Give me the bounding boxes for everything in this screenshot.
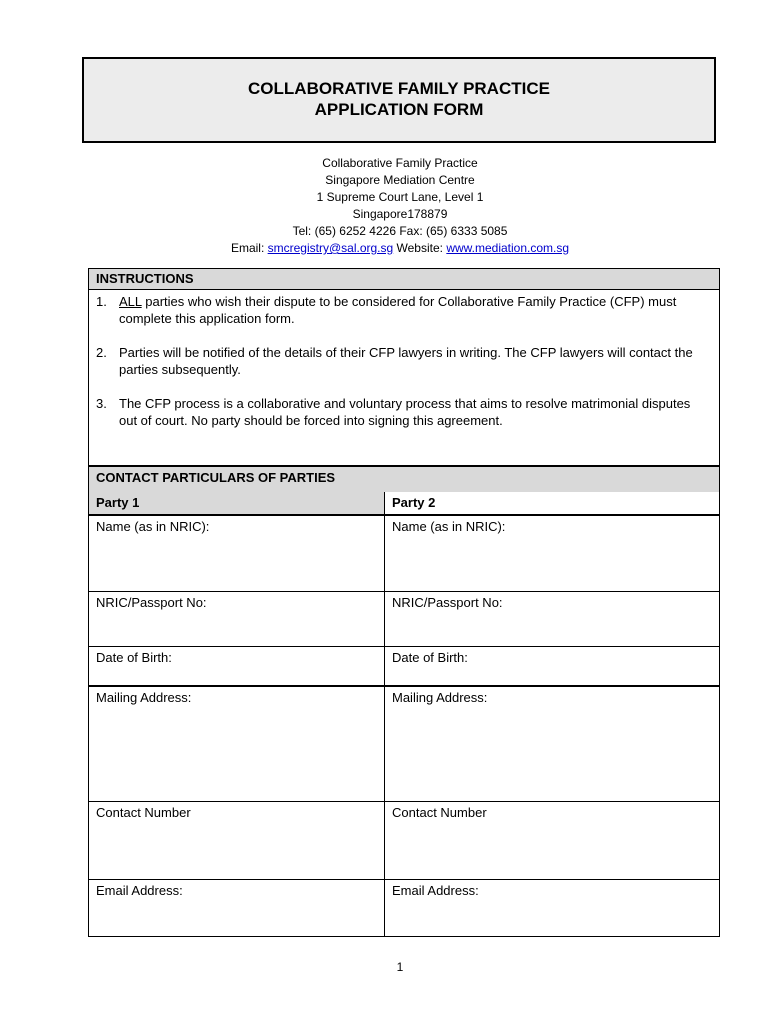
instruction-item	[89, 344, 719, 378]
form-title-line1: COLLABORATIVE FAMILY PRACTICE	[248, 79, 550, 98]
instructions-list	[89, 293, 719, 429]
address-block	[0, 155, 770, 257]
website-link[interactable]: www.mediation.com.sg	[446, 241, 570, 255]
party1-phone-field[interactable]: Contact Number	[96, 805, 191, 820]
party2-header: Party 2	[384, 492, 719, 514]
party-header-row	[89, 492, 719, 514]
address-row	[89, 685, 719, 801]
page-number: 1	[396, 960, 404, 974]
party2-address-field[interactable]: Mailing Address:	[384, 687, 719, 801]
instruction-number: 2.	[96, 345, 107, 360]
party2-email-field[interactable]: Email Address:	[384, 880, 719, 936]
instruction-emphasis: ALL	[119, 294, 142, 309]
dob-row	[89, 646, 719, 685]
phone-fax: Tel: (65) 6252 4226 Fax: (65) 6333 5085	[292, 224, 508, 238]
phone-row	[89, 801, 719, 879]
email-link[interactable]: smcregistry@sal.org.sg	[267, 241, 394, 255]
centre-name: Singapore Mediation Centre	[325, 173, 475, 187]
nric-row	[89, 591, 719, 646]
email-website-line	[0, 240, 770, 257]
name-row	[89, 514, 719, 591]
instruction-number: 1.	[96, 294, 107, 309]
form-title-line2: APPLICATION FORM	[314, 100, 484, 119]
party1-address-field[interactable]: Mailing Address:	[96, 690, 192, 705]
email-row	[89, 879, 719, 936]
instruction-number: 3.	[96, 396, 107, 411]
city-postcode: Singapore178879	[352, 207, 448, 221]
party1-nric-field[interactable]: NRIC/Passport No:	[96, 595, 207, 610]
contact-particulars-section	[88, 466, 720, 937]
party2-name-field[interactable]: Name (as in NRIC):	[384, 516, 719, 591]
instruction-item	[89, 293, 719, 327]
contact-grid	[89, 492, 719, 936]
party1-name-field[interactable]: Name (as in NRIC):	[96, 519, 210, 534]
street-address: 1 Supreme Court Lane, Level 1	[316, 190, 484, 204]
party2-nric-field[interactable]: NRIC/Passport No:	[384, 592, 719, 646]
instruction-text: parties who wish their dispute to be considered for Collaborative Family Practice (CFP) must complete this application form.	[119, 294, 677, 326]
org-name: Collaborative Family Practice	[322, 156, 478, 170]
party1-dob-field[interactable]: Date of Birth:	[96, 650, 172, 665]
website-label: Website:	[396, 241, 443, 255]
form-title-box	[82, 57, 716, 143]
party1-header: Party 1	[89, 492, 384, 514]
instruction-text: The CFP process is a collaborative and voluntary process that aims to resolve matrimonial disputes out of court. No party should be forced into signing this agreement.	[119, 396, 691, 428]
party2-phone-field[interactable]: Contact Number	[384, 802, 719, 879]
instruction-item	[89, 395, 719, 429]
party1-email-field[interactable]: Email Address:	[96, 883, 183, 898]
email-label: Email:	[230, 241, 265, 255]
instructions-heading: INSTRUCTIONS	[89, 269, 719, 290]
instructions-section	[88, 268, 720, 466]
party2-dob-field[interactable]: Date of Birth:	[384, 647, 719, 685]
contact-heading: CONTACT PARTICULARS OF PARTIES	[89, 466, 719, 492]
instruction-text: Parties will be notified of the details of their CFP lawyers in writing. The CFP lawyers will contact the parties subsequently.	[119, 345, 693, 377]
